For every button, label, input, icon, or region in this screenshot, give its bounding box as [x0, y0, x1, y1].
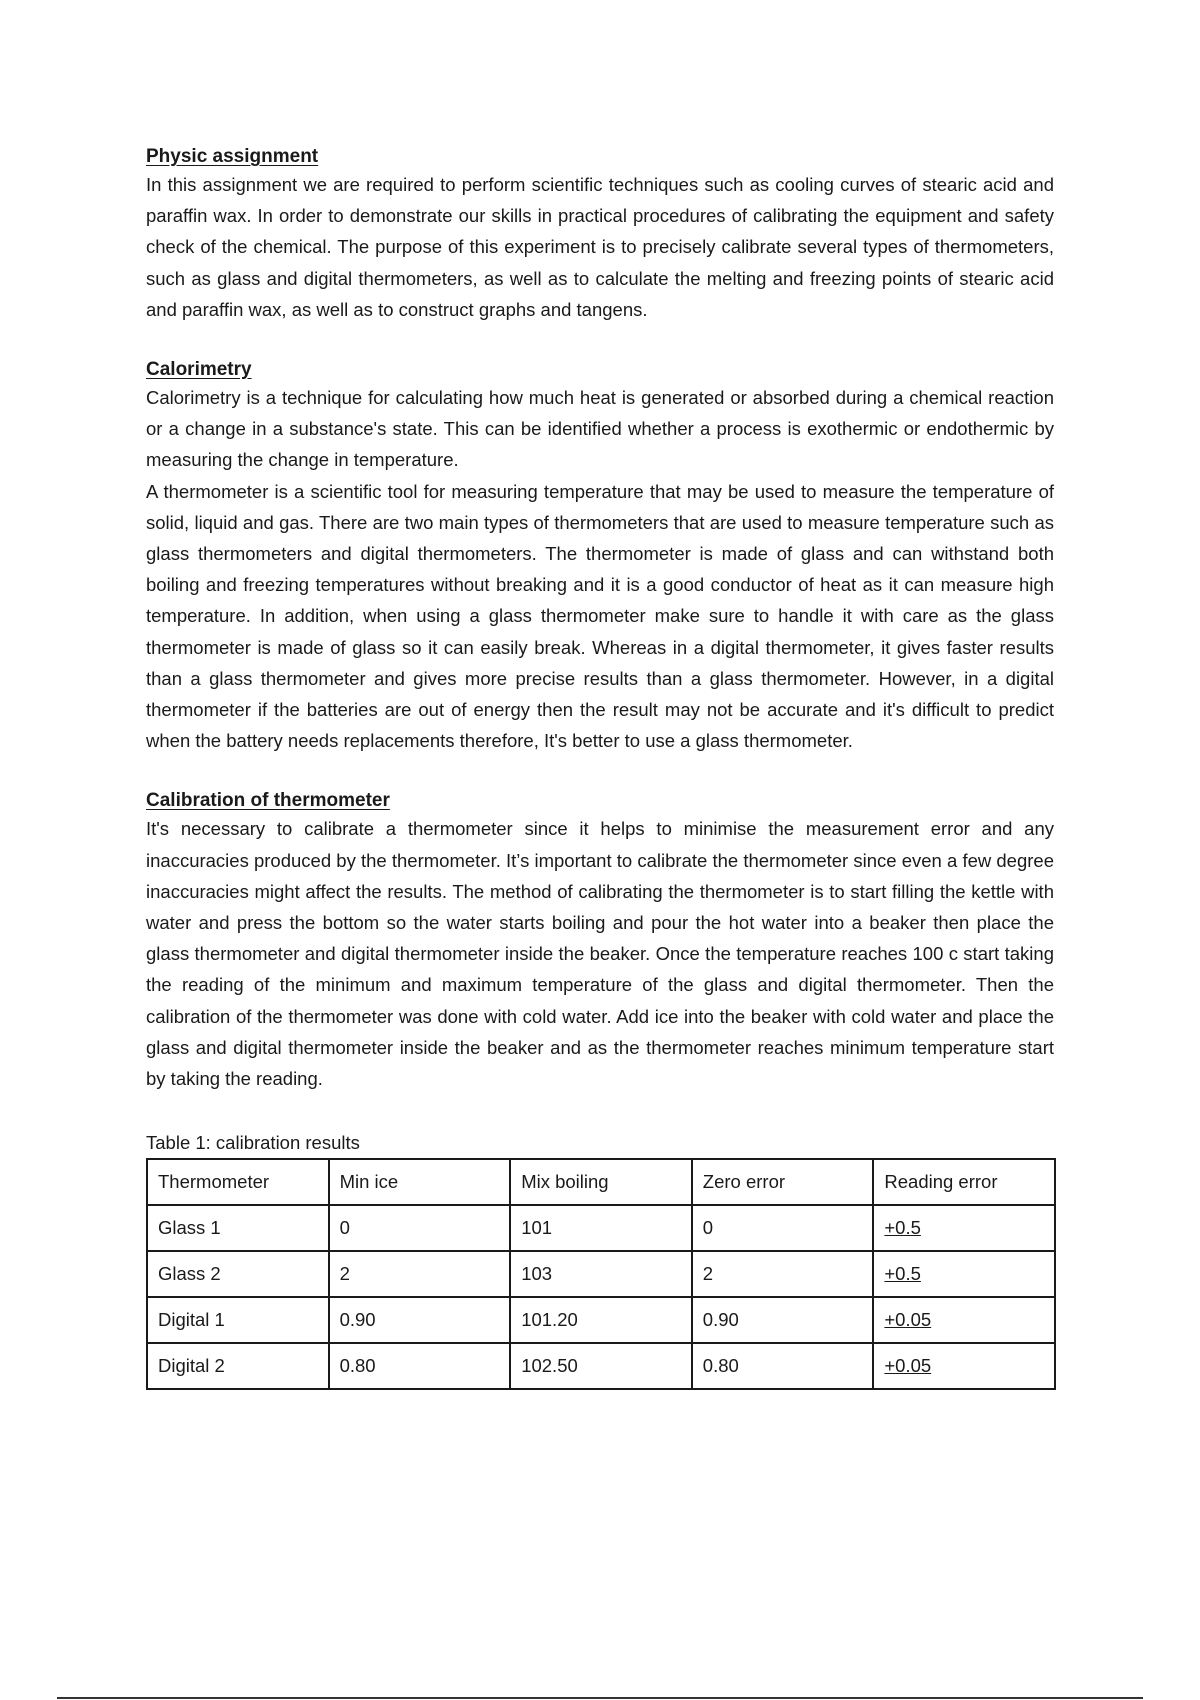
reading-error-value: +0.05 [884, 1309, 932, 1331]
calibration-results-table [146, 1158, 1056, 1390]
table-header-cell: Reading error [873, 1159, 1055, 1205]
table-header-cell: Mix boiling [510, 1159, 692, 1205]
table-cell: 2 [329, 1251, 511, 1297]
section-heading: Physic assignment [146, 146, 319, 167]
table-cell: Digital 2 [147, 1343, 329, 1389]
paragraph: In this assignment we are required to perform scientific techniques such as cooling curves of stearic acid and paraffin wax. In order to demonstrate our skills in practical procedures of calibrating the equipment and safety check of the chemical. The purpose of this experiment is to precisely calibrate several types of thermometers, such as glass and digital thermometers, as well as to calculate the melting and freezing points of stearic acid and paraffin wax, as well as to construct graphs and tangens. [146, 174, 1054, 320]
table-cell: 102.50 [510, 1343, 692, 1389]
table-cell [873, 1205, 1055, 1251]
paragraph: A thermometer is a scientific tool for measuring temperature that may be used to measure the temperature of solid, liquid and gas. There are two main types of thermometers that are used to measure temperature such as glass thermometers and digital thermometers. The thermometer is made of glass and can withstand both boiling and freezing temperatures without breaking and it is a good conductor of heat as it can measure high temperature. In addition, when using a glass thermometer make sure to handle it with care as the glass thermometer is made of glass so it can easily break. Whereas in a digital thermometer, it gives faster results than a glass thermometer and gives more precise results than a glass thermometer. However, in a digital thermometer if the batteries are out of energy then the result may not be accurate and it's difficult to predict when the battery needs replacements therefore, It's better to use a glass thermometer. [146, 480, 1054, 752]
table-cell [873, 1251, 1055, 1297]
table-cell [873, 1343, 1055, 1389]
table-cell: 0 [329, 1205, 511, 1251]
paragraph: Calorimetry is a technique for calculating how much heat is generated or absorbed during a chemical reaction or a change in a substance's state. This can be identified whether a process is exothermic or endothermic by measuring the change in temperature. [146, 387, 1054, 471]
table-row [147, 1251, 1055, 1297]
document-page [146, 145, 1054, 1390]
table-cell: 0.80 [329, 1343, 511, 1389]
table-header-cell: Zero error [692, 1159, 874, 1205]
section-heading: Calibration of thermometer [146, 790, 390, 812]
section-calibration [146, 789, 1054, 1094]
reading-error-value: +0.5 [884, 1263, 921, 1285]
table-cell: 103 [510, 1251, 692, 1297]
reading-error-value: +0.05 [884, 1355, 932, 1377]
table-cell: 101.20 [510, 1297, 692, 1343]
table-cell: 0.90 [692, 1297, 874, 1343]
table-cell [873, 1297, 1055, 1343]
page-bottom-divider [57, 1697, 1143, 1699]
table-header-cell: Thermometer [147, 1159, 329, 1205]
section-intro [146, 145, 1054, 325]
table-cell: Digital 1 [147, 1297, 329, 1343]
section-calorimetry [146, 358, 1054, 756]
table-cell: 0.90 [329, 1297, 511, 1343]
table-cell: Glass 1 [147, 1205, 329, 1251]
table-caption: Table 1: calibration results [146, 1132, 360, 1154]
table-row [147, 1297, 1055, 1343]
table-cell: 0.80 [692, 1343, 874, 1389]
table-cell: Glass 2 [147, 1251, 329, 1297]
table-header-cell: Min ice [329, 1159, 511, 1205]
table-header-row [147, 1159, 1055, 1205]
table-cell: 0 [692, 1205, 874, 1251]
reading-error-value: +0.5 [884, 1217, 921, 1239]
paragraph: It's necessary to calibrate a thermometer since it helps to minimise the measurement error and any inaccuracies produced by the thermometer. It’s important to calibrate the thermometer since even a few degree inaccuracies might affect the results. The method of calibrating the thermometer is to start filling the kettle with water and press the bottom so the water starts boiling and pour the hot water into a beaker then place the glass thermometer and digital thermometer inside the beaker. Once the temperature reaches 100 c start taking the reading of the minimum and maximum temperature of the glass and digital thermometer. Then the calibration of the thermometer was done with cold water. Add ice into the beaker with cold water and place the glass and digital thermometer inside the beaker and as the thermometer reaches minimum temperature start by taking the reading. [146, 818, 1054, 1090]
table-row [147, 1205, 1055, 1251]
table-cell: 101 [510, 1205, 692, 1251]
table-cell: 2 [692, 1251, 874, 1297]
table-row [147, 1343, 1055, 1389]
section-heading: Calorimetry [146, 359, 252, 381]
